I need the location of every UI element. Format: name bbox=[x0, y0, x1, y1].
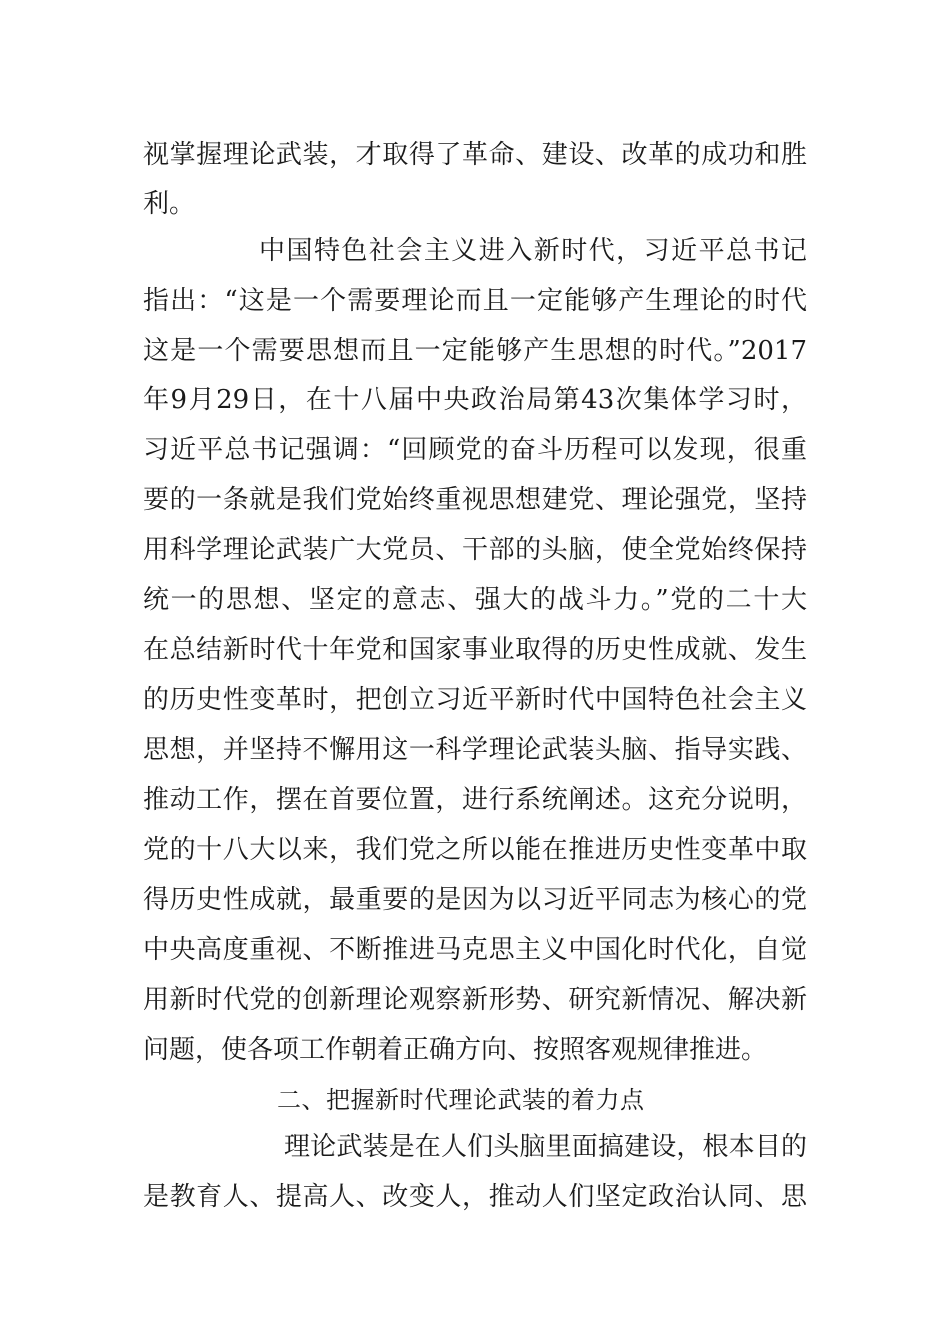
paragraph-start-line: 中国特色社会主义进入新时代，习近平总书记 bbox=[259, 236, 807, 266]
text-line: 统一的思想、坚定的意志、强大的战斗力。”党的二十大 bbox=[143, 585, 807, 615]
text-line: 在总结新时代十年党和国家事业取得的历史性成就、发生 bbox=[143, 635, 807, 665]
text-line: 这是一个需要思想而且一定能够产生思想的时代。”2017 bbox=[143, 336, 807, 366]
paragraph-start-line: 理论武装是在人们头脑里面搞建设，根本目的 bbox=[284, 1132, 807, 1162]
section-heading: 二、把握新时代理论武装的着力点 bbox=[277, 1086, 645, 1114]
text-line: 中央高度重视、不断推进马克思主义中国化时代化，自觉 bbox=[143, 935, 807, 965]
text-line: 党的十八大以来，我们党之所以能在推进历史性变革中取 bbox=[143, 835, 807, 865]
text-line: 的历史性变革时，把创立习近平新时代中国特色社会主义 bbox=[143, 685, 807, 715]
text-line: 用科学理论武装广大党员、干部的头脑，使全党始终保持 bbox=[143, 535, 807, 565]
text-line: 要的一条就是我们党始终重视思想建党、理论强党，坚持 bbox=[143, 485, 807, 515]
text-line: 视掌握理论武装，才取得了革命、建设、改革的成功和胜 bbox=[143, 140, 807, 170]
text-line: 利。 bbox=[143, 189, 196, 219]
text-line: 思想，并坚持不懈用这一科学理论武装头脑、指导实践、 bbox=[143, 735, 807, 765]
text-line: 问题，使各项工作朝着正确方向、按照客观规律推进。 bbox=[143, 1035, 768, 1065]
text-line: 推动工作，摆在首要位置，进行系统阐述。这充分说明， bbox=[143, 785, 807, 815]
text-line: 用新时代党的创新理论观察新形势、研究新情况、解决新 bbox=[143, 985, 807, 1015]
text-line: 是教育人、提高人、改变人，推动人们坚定政治认同、思 bbox=[143, 1182, 807, 1212]
text-line: 习近平总书记强调：“回顾党的奋斗历程可以发现，很重 bbox=[143, 435, 807, 465]
text-line: 年9月29日，在十八届中央政治局第43次集体学习时， bbox=[143, 385, 807, 415]
text-line: 得历史性成就，最重要的是因为以习近平同志为核心的党 bbox=[143, 885, 807, 915]
text-line: 指出：“这是一个需要理论而且一定能够产生理论的时代 bbox=[143, 286, 807, 316]
